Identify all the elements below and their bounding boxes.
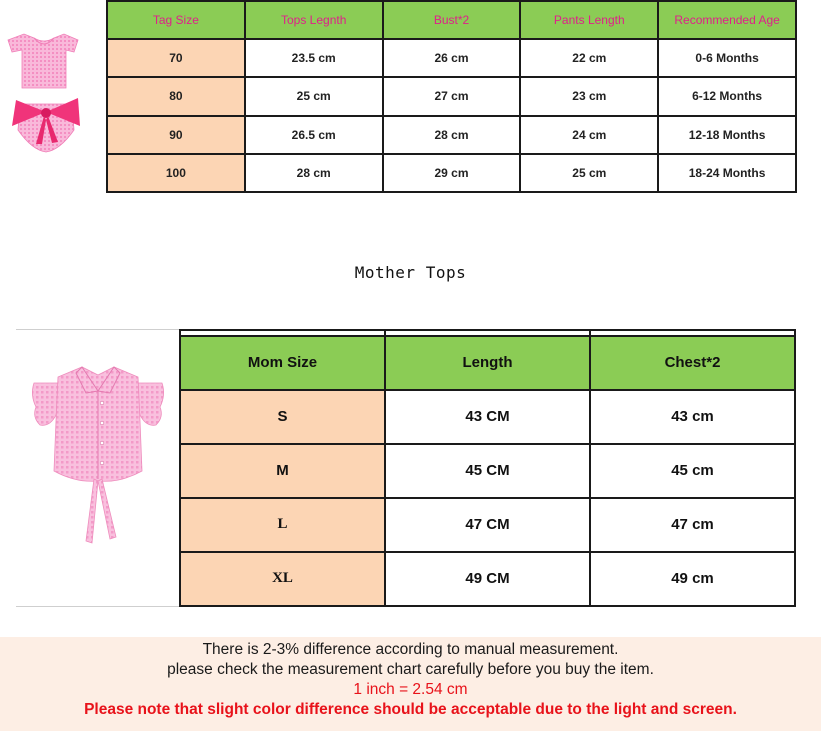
table-cell: 18-24 Months (658, 154, 796, 192)
table-row (180, 444, 795, 498)
table-cell: 26.5 cm (245, 116, 383, 154)
table-row (180, 390, 795, 444)
header-cell: Recommended Age (658, 1, 796, 39)
header-cell: Length (385, 336, 590, 390)
size-cell: M (180, 444, 385, 498)
notes-panel (0, 637, 821, 731)
header-cell: Mom Size (180, 336, 385, 390)
header-cell: Pants Length (520, 1, 658, 39)
table-cell: 43 cm (590, 390, 795, 444)
table-row (107, 154, 796, 192)
table-cell: 12-18 Months (658, 116, 796, 154)
size-cell: 70 (107, 39, 245, 77)
table-cell: 26 cm (383, 39, 521, 77)
table-cell: 28 cm (383, 116, 521, 154)
table-cell: 49 cm (590, 552, 795, 606)
kids-table-header-row (107, 1, 796, 39)
table-cell: 6-12 Months (658, 77, 796, 115)
divider (16, 329, 180, 330)
table-row (107, 77, 796, 115)
table-row (107, 116, 796, 154)
section-title: Mother Tops (354, 263, 467, 282)
mother-table-header-row (180, 336, 795, 390)
size-cell: L (180, 498, 385, 552)
table-cell: 49 CM (385, 552, 590, 606)
table-cell: 47 cm (590, 498, 795, 552)
table-cell: 29 cm (383, 154, 521, 192)
table-row (107, 39, 796, 77)
note-measurement: There is 2-3% difference according to manual measurement. (202, 641, 619, 658)
note-inch-conversion: 1 inch = 2.54 cm (353, 681, 468, 698)
size-cell: 100 (107, 154, 245, 192)
table-cell: 22 cm (520, 39, 658, 77)
size-cell: XL (180, 552, 385, 606)
table-cell: 0-6 Months (658, 39, 796, 77)
kids-outfit-image (0, 0, 106, 193)
size-cell: 80 (107, 77, 245, 115)
note-check-chart: please check the measurement chart carefully before you buy the item. (167, 661, 654, 678)
table-cell: 28 cm (245, 154, 383, 192)
pink-gingham-shirt-icon (16, 331, 180, 606)
size-cell: S (180, 390, 385, 444)
pink-gingham-outfit-icon (0, 0, 106, 193)
divider (16, 606, 180, 607)
table-cell: 27 cm (383, 77, 521, 115)
table-cell: 24 cm (520, 116, 658, 154)
header-cell: Tops Legnth (245, 1, 383, 39)
header-cell: Bust*2 (383, 1, 521, 39)
table-cell: 25 cm (245, 77, 383, 115)
table-cell: 23 cm (520, 77, 658, 115)
table-cell: 45 CM (385, 444, 590, 498)
size-cell: 90 (107, 116, 245, 154)
table-cell: 23.5 cm (245, 39, 383, 77)
table-cell: 25 cm (520, 154, 658, 192)
table-cell: 43 CM (385, 390, 590, 444)
table-cell: 47 CM (385, 498, 590, 552)
mother-size-table (179, 329, 796, 607)
header-cell: Tag Size (107, 1, 245, 39)
table-row (180, 552, 795, 606)
note-color-difference: Please note that slight color difference should be acceptable due to the light and screen. (84, 701, 737, 718)
mother-top-image (16, 331, 180, 606)
header-cell: Chest*2 (590, 336, 795, 390)
kids-size-table (106, 0, 797, 193)
table-row (180, 498, 795, 552)
table-cell: 45 cm (590, 444, 795, 498)
